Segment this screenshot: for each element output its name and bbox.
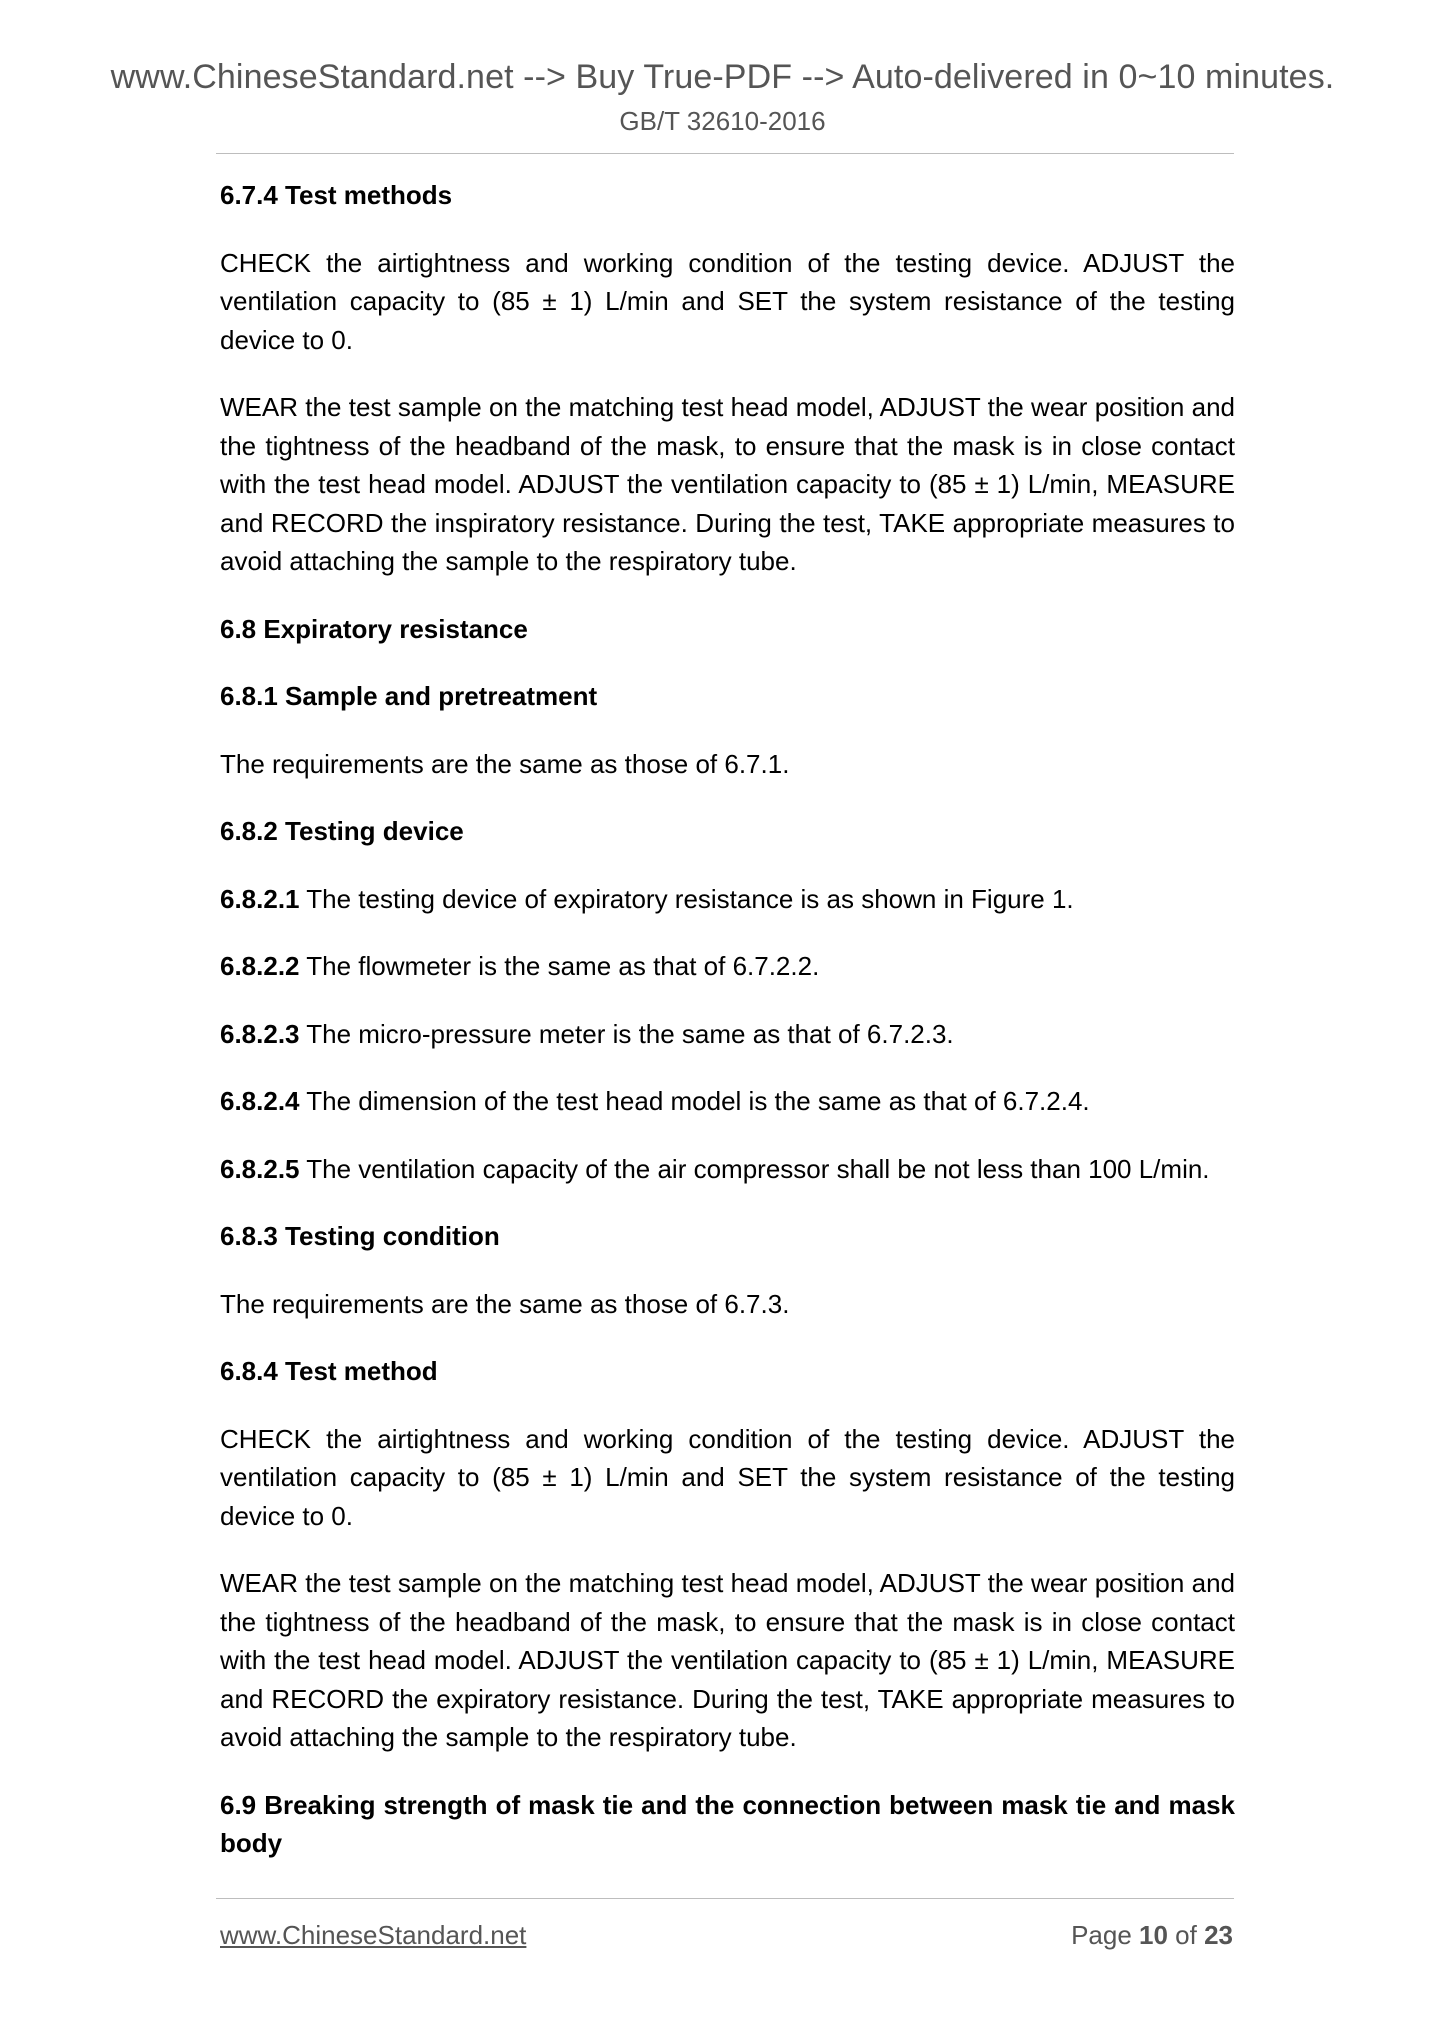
section-heading-6-8-2: 6.8.2 Testing device (220, 816, 464, 846)
section-heading-6-8-1: 6.8.1 Sample and pretreatment (220, 681, 598, 711)
page-total: 23 (1204, 1920, 1233, 1950)
clause-6-8-2-1 (220, 880, 1235, 919)
clause-6-8-2-5 (220, 1150, 1235, 1189)
clause-6-8-2-3 (220, 1015, 1235, 1054)
section-heading-6-8-4: 6.8.4 Test method (220, 1356, 438, 1386)
paragraph-6-7-4-2: WEAR the test sample on the matching test head model, ADJUST the wear position and the tightness of the headband of the mask, to ensure that the mask is in close contact with the test head model. ADJUST the ventilation capacity to (85 ± 1) L/min, MEASURE and RECORD the inspiratory resistance. During the test, TAKE appropriate measures to avoid attaching the sample to the respiratory tube. (220, 392, 1235, 576)
header-divider (216, 153, 1234, 154)
clause-number: 6.8.2.2 (220, 951, 300, 981)
footer-site-link[interactable]: www.ChineseStandard.net (220, 1920, 527, 1950)
footer-divider (216, 1898, 1234, 1899)
page-number (1071, 1920, 1233, 1951)
clause-6-8-2-4 (220, 1082, 1235, 1121)
clause-text: The dimension of the test head model is the same as that of 6.7.2.4. (299, 1086, 1090, 1116)
paragraph-6-7-4-1: CHECK the airtightness and working condition of the testing device. ADJUST the ventilation capacity to (85 ± 1) L/min and SET the system resistance of the testing device to 0. (220, 247, 1235, 355)
clause-number: 6.8.2.4 (220, 1086, 300, 1116)
section-heading-6-8: 6.8 Expiratory resistance (220, 613, 528, 644)
page-word: Page (1071, 1920, 1140, 1950)
clause-text: The flowmeter is the same as that of 6.7.2.2. (299, 951, 820, 981)
clause-text: The testing device of expiratory resistance is as shown in Figure 1. (299, 883, 1074, 914)
paragraph-6-8-1: The requirements are the same as those of 6.7.1. (220, 748, 790, 779)
page-current: 10 (1139, 1920, 1168, 1950)
paragraph-6-8-4-2: WEAR the test sample on the matching test head model, ADJUST the wear position and the tightness of the headband of the mask, to ensure that the mask is in close contact with the test head model. ADJUST the ventilation capacity to (85 ± 1) L/min, MEASURE and RECORD the expiratory resistance. During the test, TAKE appropriate measures to avoid attaching the sample to the respiratory tube. (220, 1568, 1235, 1752)
paragraph-6-8-4-1: CHECK the airtightness and working condition of the testing device. ADJUST the ventilation capacity to (85 ± 1) L/min and SET the system resistance of the testing device to 0. (220, 1423, 1235, 1531)
page-of: of (1167, 1920, 1205, 1950)
clause-text: The ventilation capacity of the air compressor shall be not less than 100 L/min. (299, 1153, 1210, 1184)
clause-number: 6.8.2.3 (220, 1018, 300, 1049)
clause-6-8-2-2 (220, 947, 1235, 986)
section-heading-6-7-4: 6.7.4 Test methods (220, 180, 453, 210)
header-banner: www.ChineseStandard.net --> Buy True-PDF --> Auto-delivered in 0~10 minutes. (110, 58, 1335, 96)
standard-code: GB/T 32610-2016 (619, 106, 826, 136)
section-heading-6-8-3: 6.8.3 Testing condition (220, 1221, 500, 1251)
clause-number: 6.8.2.5 (220, 1153, 300, 1184)
document-body (220, 176, 1235, 1892)
clause-text: The micro-pressure meter is the same as that of 6.7.2.3. (299, 1018, 954, 1049)
section-heading-6-9: 6.9 Breaking strength of mask tie and the connection between mask tie and mask body (220, 1789, 1235, 1858)
clause-number: 6.8.2.1 (220, 883, 300, 914)
paragraph-6-8-3: The requirements are the same as those of 6.7.3. (220, 1288, 790, 1319)
